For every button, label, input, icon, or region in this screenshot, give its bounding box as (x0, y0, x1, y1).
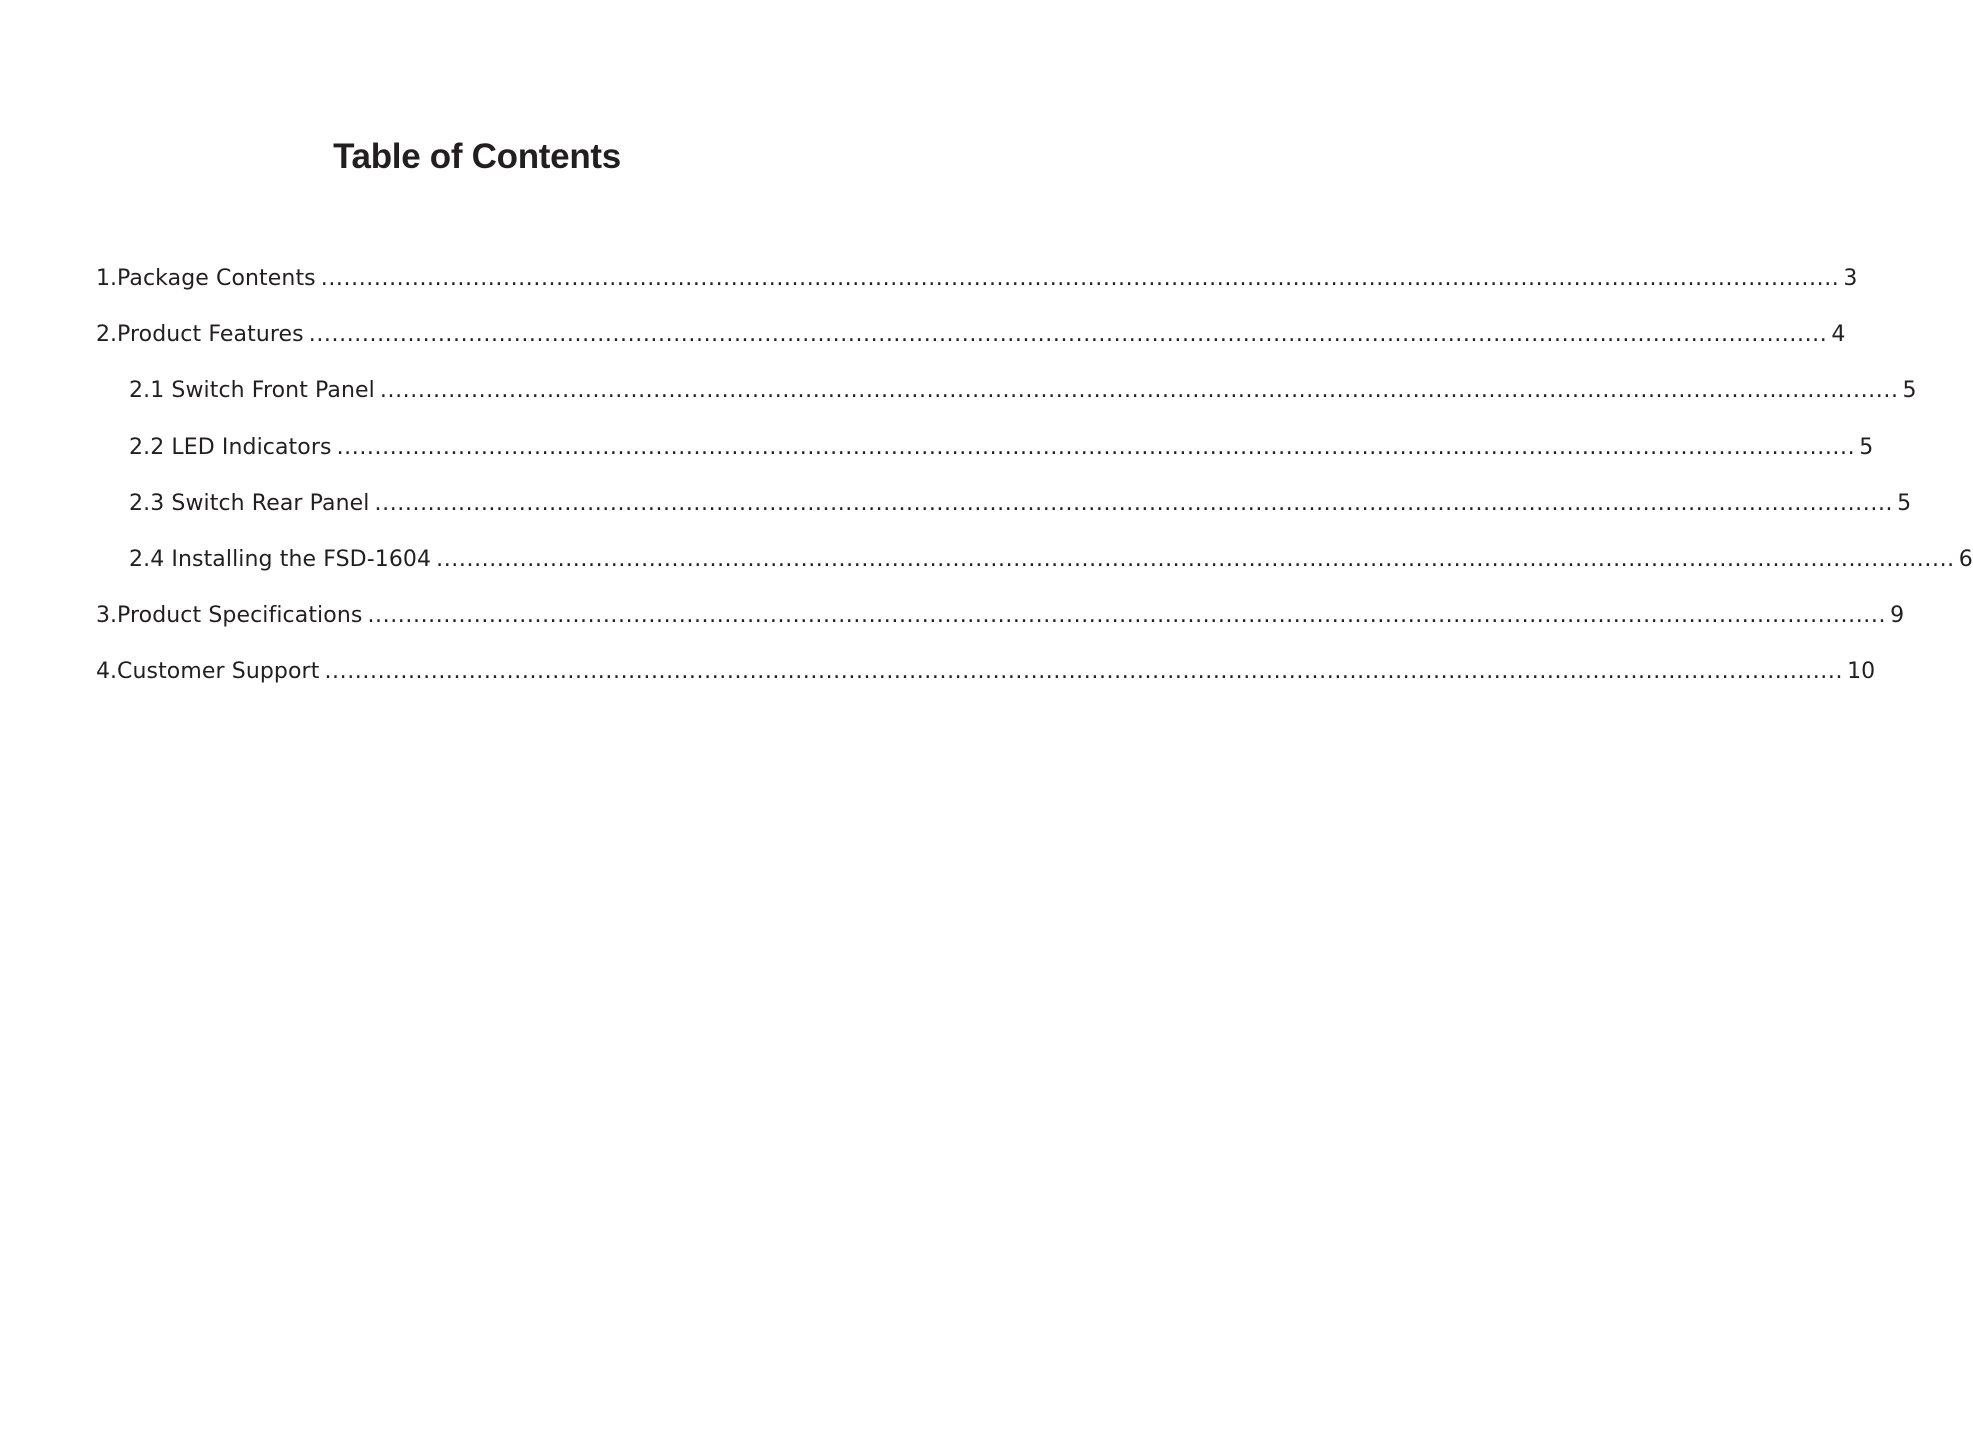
toc-entry-label: Customer Support (117, 659, 320, 685)
toc-entry-switch-rear-panel (0, 487, 1912, 521)
toc-dot-leader: ........................................................................................................................................................................................................ (379, 378, 1899, 404)
toc-entry-number: 4. (96, 659, 117, 685)
toc-dot-leader: ........................................................................................................................................................................................................ (436, 546, 1955, 572)
toc-entry-page: 4 (1831, 322, 1846, 348)
toc-entry-page: 5 (1859, 434, 1874, 460)
page-title: Table of Contents (333, 137, 621, 176)
toc-entry-label: 2.1 Switch Front Panel (129, 378, 375, 404)
toc-entry-page: 9 (1890, 603, 1905, 629)
toc-entry-number: 3. (96, 603, 117, 629)
toc-entry-page: 10 (1847, 659, 1876, 685)
toc-entry-page: 5 (1897, 490, 1912, 516)
toc-entry-page: 6 (1958, 546, 1973, 572)
toc-dot-leader: ........................................................................................................................................................................................................ (308, 322, 1828, 348)
toc-entry-installing (0, 543, 1973, 577)
toc-entry-number: 1. (96, 266, 117, 291)
toc-dot-leader: ........................................................................................................................................................................................................ (374, 490, 1894, 516)
toc-entry-switch-front-panel (0, 374, 1917, 408)
toc-entry-label: Package Contents (117, 266, 316, 291)
toc-entry-led-indicators (0, 431, 1874, 465)
toc-entry-label: Product Specifications (117, 603, 363, 629)
toc-entry-label: 2.4 Installing the FSD-1604 (129, 546, 432, 572)
toc-entry-number: 2. (96, 322, 117, 348)
toc-entry-product-specifications (0, 599, 1905, 633)
toc-entry-customer-support (0, 655, 1876, 689)
toc-dot-leader: ........................................................................................................................................................................................................ (324, 659, 1844, 685)
toc-entry-page: 5 (1902, 378, 1917, 404)
toc-entry-label: 2.3 Switch Rear Panel (129, 490, 370, 516)
toc-dot-leader: ........................................................................................................................................................................................................ (320, 266, 1840, 291)
toc-dot-leader: ........................................................................................................................................................................................................ (336, 434, 1856, 460)
table-of-contents (0, 262, 1973, 712)
toc-entry-page: 3 (1843, 266, 1858, 291)
toc-entry-label: Product Features (117, 322, 304, 348)
toc-entry-package-contents (0, 262, 1858, 296)
toc-entry-label: 2.2 LED Indicators (129, 434, 332, 460)
toc-entry-product-features (0, 318, 1846, 352)
toc-dot-leader: ........................................................................................................................................................................................................ (367, 603, 1887, 629)
